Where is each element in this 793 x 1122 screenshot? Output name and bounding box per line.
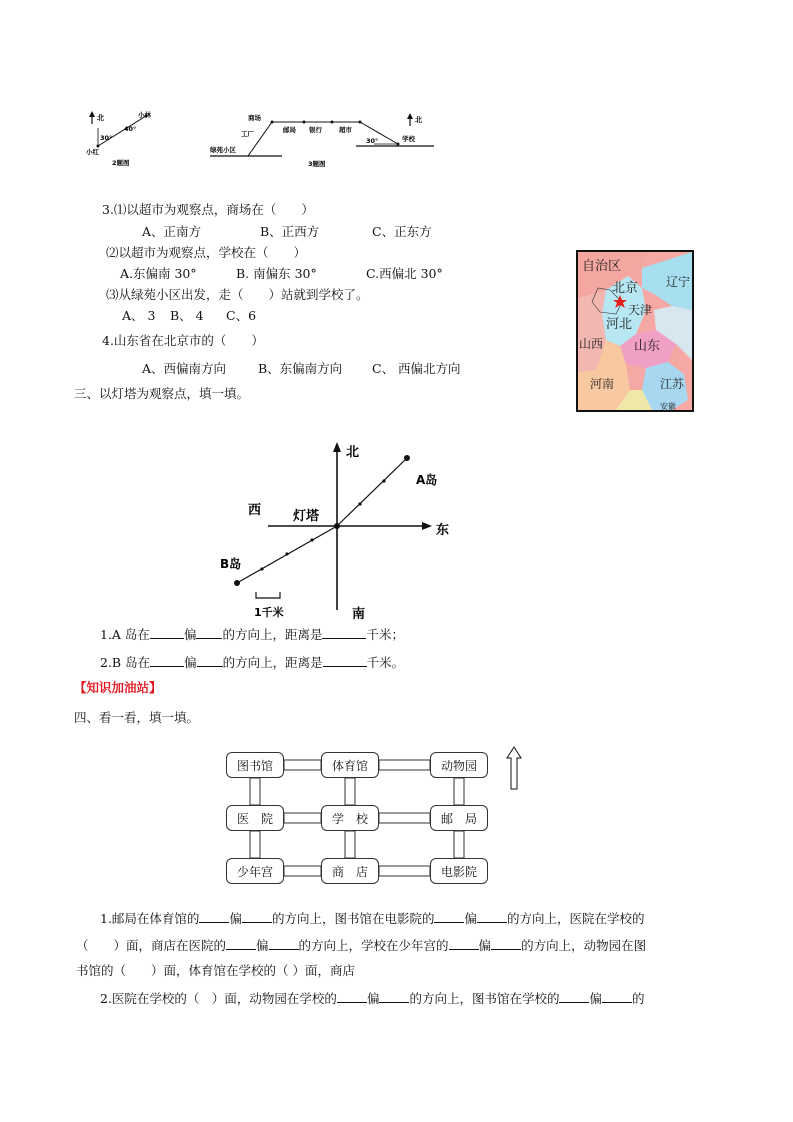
tick-dot bbox=[358, 502, 361, 505]
map-label: 河北 bbox=[606, 317, 633, 332]
fig3-market: 超市 bbox=[339, 126, 352, 134]
map-label: 山西 bbox=[579, 337, 604, 351]
text-segment: 偏 bbox=[229, 911, 242, 926]
road bbox=[284, 866, 321, 876]
fig3-factory: 工厂 bbox=[241, 130, 254, 138]
answer-blank[interactable] bbox=[434, 910, 464, 923]
q3-p3-opt-b: B、 4 bbox=[170, 308, 204, 323]
section4-q1-line3: 书馆的（ ）面，体育馆在学校的（ ）面，商店 bbox=[76, 963, 355, 978]
section4-q1-line1 bbox=[100, 910, 645, 927]
compass-west: 西 bbox=[248, 503, 262, 518]
text-segment: 千米。 bbox=[366, 655, 405, 670]
building-post-office: 邮 局 bbox=[430, 805, 488, 831]
fig3-north-arrow-head bbox=[407, 113, 413, 119]
compass-south: 南 bbox=[352, 607, 366, 622]
q3-p2-opt-b: B. 南偏东 30° bbox=[236, 266, 317, 281]
text-segment: 的方向上，医院在学校的 bbox=[506, 911, 645, 926]
fig3-school: 学校 bbox=[402, 135, 415, 143]
road bbox=[379, 760, 430, 770]
road bbox=[454, 831, 464, 858]
text-segment: 的方向上，距离是 bbox=[222, 627, 323, 642]
tick-dot bbox=[382, 479, 385, 482]
compass-center: 灯塔 bbox=[293, 509, 320, 524]
text-segment: 的方向上，距离是 bbox=[222, 655, 323, 670]
island-a-point bbox=[404, 455, 410, 461]
answer-blank[interactable] bbox=[197, 654, 223, 667]
fig3-stop bbox=[271, 121, 274, 124]
answer-blank[interactable] bbox=[322, 626, 366, 639]
fig3-stop bbox=[303, 121, 306, 124]
answer-blank[interactable] bbox=[337, 990, 367, 1003]
road bbox=[250, 778, 260, 805]
scale-bar bbox=[256, 592, 280, 598]
lighthouse-point bbox=[334, 523, 340, 529]
map-label: 江苏 bbox=[660, 377, 685, 391]
answer-blank[interactable] bbox=[242, 910, 272, 923]
north-arrow-head bbox=[89, 111, 95, 117]
fig2-place-b: 小红 bbox=[86, 148, 99, 156]
q3-p2-opt-c: C.西偏北 30° bbox=[366, 266, 443, 281]
knowledge-heading: 【知识加油站】 bbox=[74, 680, 162, 695]
text-segment: 偏 bbox=[366, 991, 380, 1006]
section4-q2 bbox=[100, 990, 645, 1007]
fig2-caption: 2题图 bbox=[112, 159, 130, 167]
scale-label: 1千米 bbox=[254, 606, 284, 619]
map-label: 山东 bbox=[634, 339, 661, 354]
road bbox=[345, 831, 355, 858]
answer-blank[interactable] bbox=[150, 654, 184, 667]
fig3-angle: 30° bbox=[366, 137, 379, 145]
province-map bbox=[576, 250, 694, 412]
tick-dot bbox=[285, 552, 288, 555]
answer-blank[interactable] bbox=[477, 910, 507, 923]
text-segment: 的方向上，动物园在图 bbox=[521, 938, 647, 953]
text-segment: （ ）面，商店在医院的 bbox=[76, 938, 227, 953]
north-arrow-icon bbox=[506, 746, 522, 790]
answer-blank[interactable] bbox=[602, 990, 632, 1003]
map-label: 河南 bbox=[590, 377, 615, 391]
answer-blank[interactable] bbox=[491, 937, 521, 950]
road bbox=[284, 760, 321, 770]
lighthouse-compass bbox=[210, 434, 470, 626]
fig3-post: 邮局 bbox=[283, 126, 296, 134]
answer-blank[interactable] bbox=[150, 626, 184, 639]
q4-opt-c: C、 西偏北方向 bbox=[372, 361, 461, 376]
section4-q1-line2 bbox=[76, 937, 646, 954]
answer-blank[interactable] bbox=[196, 626, 222, 639]
tick-dot bbox=[310, 538, 313, 541]
text-segment: 偏 bbox=[184, 655, 197, 670]
north-arrow-head bbox=[333, 442, 341, 452]
building-youth-palace: 少年宫 bbox=[226, 858, 284, 884]
q3-p2-opt-a: A.东偏南 30° bbox=[120, 266, 197, 281]
tick-dot bbox=[260, 567, 263, 570]
text-segment: 的 bbox=[631, 991, 645, 1006]
text-segment: 的方向上，学校在少年宫的 bbox=[298, 938, 449, 953]
building-zoo: 动物园 bbox=[430, 752, 488, 778]
building-hospital: 医 院 bbox=[226, 805, 284, 831]
road bbox=[284, 813, 321, 823]
answer-blank[interactable] bbox=[559, 990, 589, 1003]
fig3-bank: 银行 bbox=[309, 126, 322, 134]
text-segment: 1.A 岛在 bbox=[100, 627, 150, 642]
ray-a bbox=[337, 458, 407, 526]
fig3-caption: 3题图 bbox=[308, 160, 326, 168]
text-segment: 偏 bbox=[464, 911, 477, 926]
q4-opt-b: B、东偏南方向 bbox=[258, 361, 343, 376]
text-segment: 2.B 岛在 bbox=[100, 655, 151, 670]
map-label: 安徽 bbox=[660, 402, 676, 411]
answer-blank[interactable] bbox=[379, 990, 409, 1003]
section3-title: 三、以灯塔为观察点，填一填。 bbox=[74, 386, 250, 401]
compass-east: 东 bbox=[436, 523, 450, 538]
road bbox=[345, 778, 355, 805]
fig3-north: 北 bbox=[415, 116, 422, 124]
building-library: 图书馆 bbox=[226, 752, 284, 778]
compass-north: 北 bbox=[346, 445, 360, 460]
q3-p1-opt-a: A、正南方 bbox=[142, 224, 202, 239]
island-b-label: B岛 bbox=[220, 557, 242, 571]
text-segment: 的方向上，图书馆在电影院的 bbox=[271, 911, 435, 926]
q3-p1-opt-c: C、正东方 bbox=[372, 224, 432, 239]
road bbox=[454, 778, 464, 805]
road bbox=[379, 866, 430, 876]
island-a-label: A岛 bbox=[416, 473, 438, 487]
q3-part3: ⑶从绿苑小区出发，走（ ）站就到学校了。 bbox=[106, 287, 369, 302]
text-segment: 1.邮局在体育馆的 bbox=[100, 911, 200, 926]
east-arrow-head bbox=[422, 522, 432, 530]
q3-p1-opt-b: B、正西方 bbox=[260, 224, 320, 239]
answer-blank[interactable] bbox=[323, 654, 367, 667]
fig3-stop bbox=[359, 121, 362, 124]
text-segment: 偏 bbox=[589, 991, 602, 1006]
fig2-north: 北 bbox=[97, 114, 104, 122]
section3-q2 bbox=[100, 654, 404, 671]
q3-p3-opt-a: A、 3 bbox=[122, 308, 156, 323]
fig2-angle-top: 40° bbox=[124, 125, 137, 133]
road bbox=[250, 831, 260, 858]
map-label: 天津 bbox=[628, 303, 653, 317]
text-segment: 偏 bbox=[256, 938, 269, 953]
fig2-place-a: 小林 bbox=[138, 111, 151, 119]
building-school: 学 校 bbox=[321, 805, 379, 831]
answer-blank[interactable] bbox=[199, 910, 229, 923]
fig3-mall: 商场 bbox=[248, 114, 261, 122]
fig3-green: 绿苑小区 bbox=[210, 146, 236, 154]
q3-p3-opt-c: C、6 bbox=[226, 308, 257, 323]
building-shop: 商 店 bbox=[321, 858, 379, 884]
section3-q1 bbox=[100, 626, 404, 643]
text-segment: 2.医院在学校的（ ）面，动物园在学校的 bbox=[100, 991, 337, 1006]
location-grid bbox=[226, 752, 492, 886]
map-label-vertical bbox=[579, 337, 603, 351]
q4-text: 4.山东省在北京市的（ ） bbox=[102, 333, 264, 348]
map-label: 辽宁 bbox=[666, 275, 691, 289]
q3-part2: ⑵以超市为观察点，学校在（ ） bbox=[106, 245, 307, 260]
answer-blank[interactable] bbox=[449, 937, 479, 950]
answer-blank[interactable] bbox=[269, 937, 299, 950]
building-cinema: 电影院 bbox=[430, 858, 488, 884]
fig3-stop bbox=[331, 121, 334, 124]
answer-blank[interactable] bbox=[226, 937, 256, 950]
q3-part1: 3.⑴以超市为观察点，商场在（ ） bbox=[102, 202, 314, 217]
fig3-stop bbox=[397, 143, 400, 146]
q4-opt-a: A、西偏南方向 bbox=[142, 361, 227, 376]
building-gym: 体育馆 bbox=[321, 752, 379, 778]
map-label: 北京 bbox=[612, 281, 639, 296]
figure-3 bbox=[208, 108, 438, 170]
text-segment: 偏 bbox=[183, 627, 197, 642]
text-segment: 的方向上，图书馆在学校的 bbox=[409, 991, 560, 1006]
text-segment: 偏 bbox=[478, 938, 492, 953]
section4-title: 四、看一看，填一填。 bbox=[74, 710, 200, 725]
figure-2 bbox=[78, 104, 188, 170]
island-b-point bbox=[234, 580, 240, 586]
road bbox=[379, 813, 430, 823]
map-label: 自治区 bbox=[582, 259, 622, 274]
text-segment: 千米； bbox=[366, 627, 404, 642]
fig2-angle-bottom: 30° bbox=[100, 134, 113, 142]
